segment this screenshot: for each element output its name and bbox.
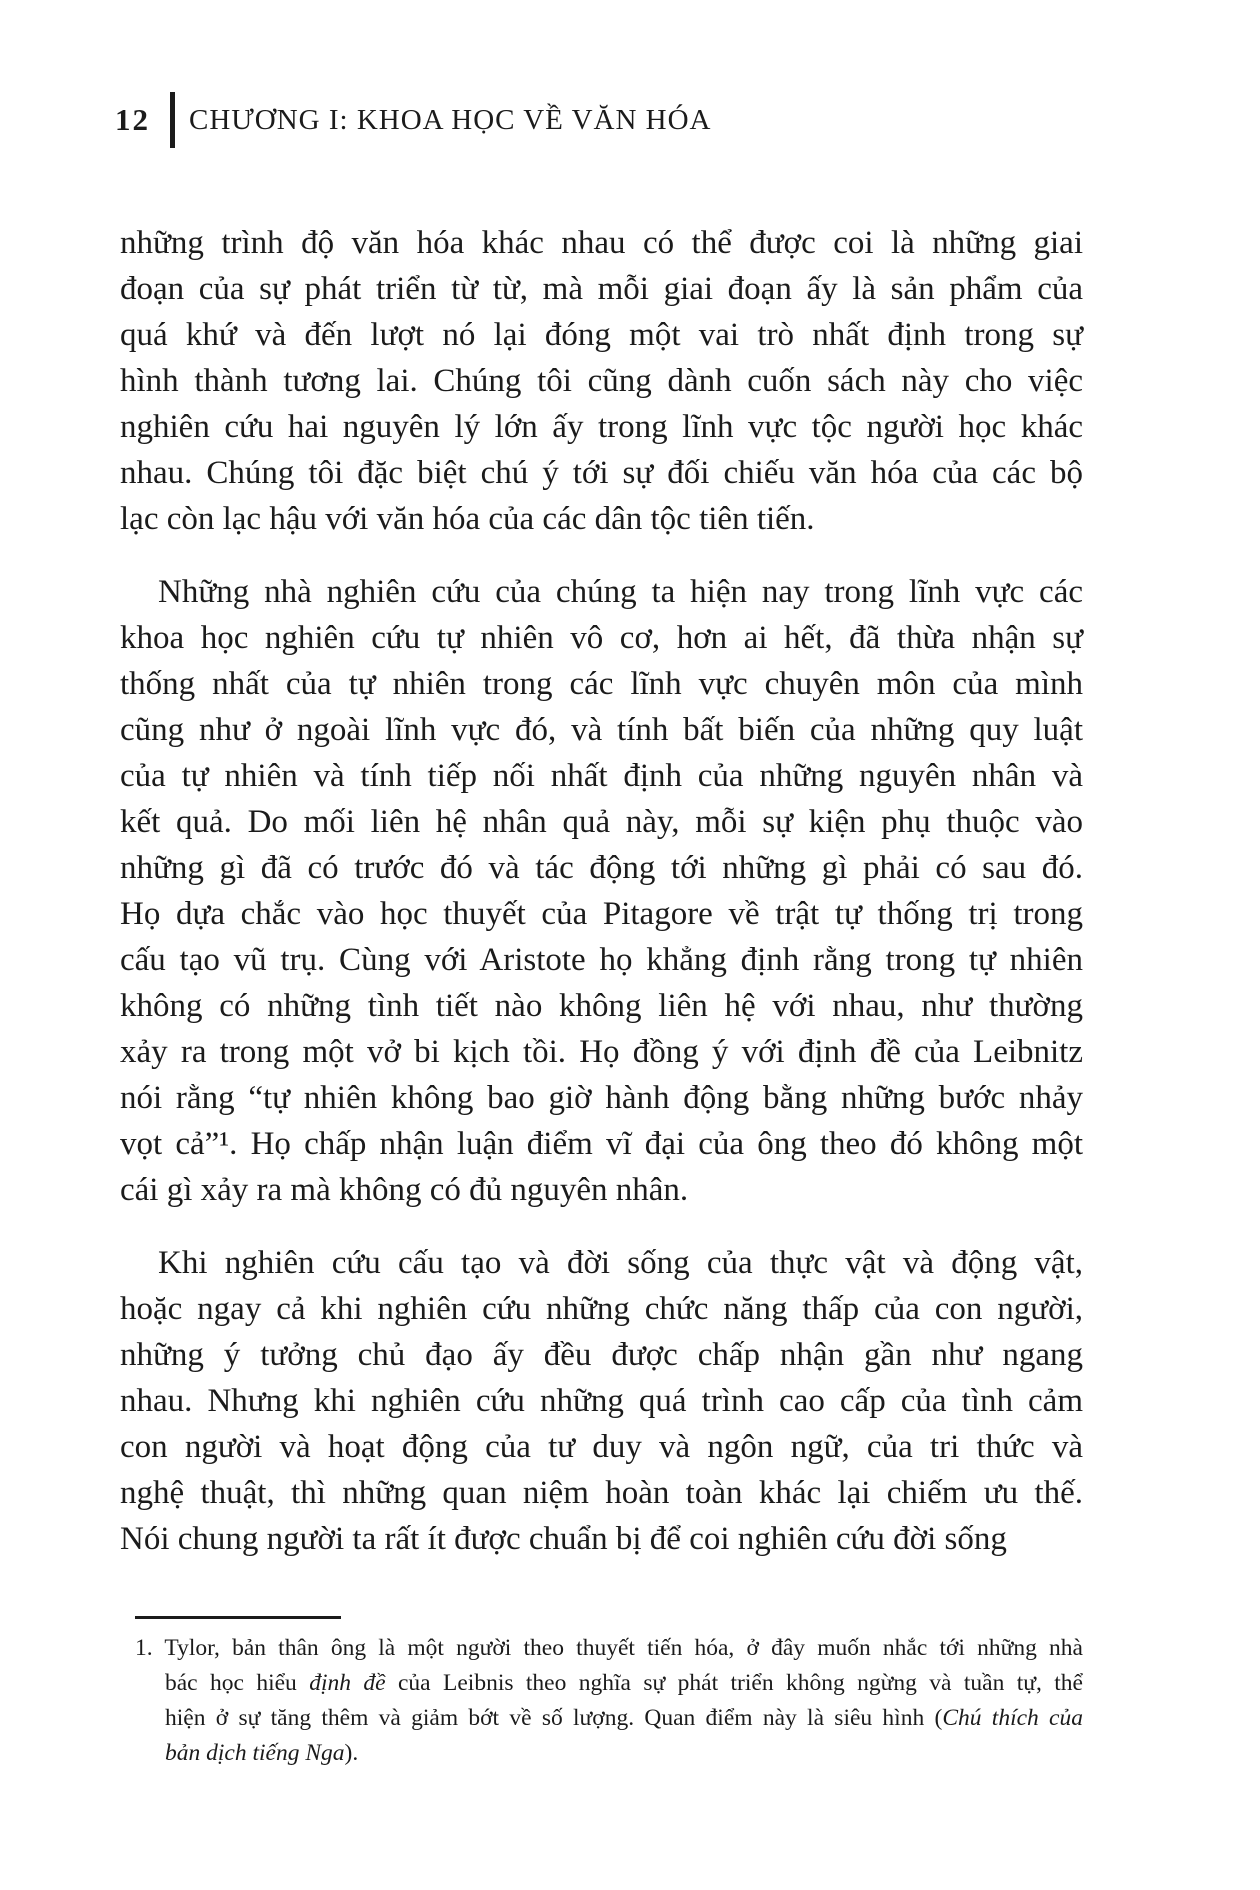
header-divider-bar — [170, 92, 175, 148]
footnote-line — [135, 1631, 1083, 1666]
text-line: kết quả. Do mối liên hệ nhân quả này, mỗi sự kiện phụ thuộc vào — [120, 804, 1083, 840]
footnote-text: bác học hiểu — [165, 1670, 310, 1696]
text-line: nhau. Nhưng khi nghiên cứu những quá trình cao cấp của tình cảm — [120, 1383, 1083, 1419]
footnote-line — [135, 1736, 1083, 1771]
text-line: nghệ thuật, thì những quan niệm hoàn toàn khác lại chiếm ưu thế. — [120, 1475, 1083, 1511]
footnote-italic-text: định đề — [309, 1670, 386, 1696]
footnote-text: ). — [344, 1740, 359, 1766]
paragraph — [120, 220, 1083, 542]
footnote-italic-text: bản dịch tiếng Nga — [165, 1740, 345, 1766]
footnote-section — [135, 1616, 1083, 1771]
chapter-title: CHƯƠNG I: KHOA HỌC VỀ VĂN HÓA — [189, 103, 712, 136]
text-line: khoa học nghiên cứu tự nhiên vô cơ, hơn ai hết, đã thừa nhận sự — [120, 620, 1083, 656]
footnote-text: hiện ở sự tăng thêm và giảm bớt về số lượng. Quan điểm này là siêu hình ( — [165, 1705, 943, 1731]
page-number: 12 — [115, 102, 150, 137]
text-line: hoặc ngay cả khi nghiên cứu những chức năng thấp của con người, — [120, 1291, 1083, 1327]
footnote-italic-text: Chú thích của — [942, 1705, 1083, 1731]
footnote-line — [135, 1701, 1083, 1736]
footnote — [135, 1631, 1083, 1771]
paragraph — [120, 1240, 1083, 1562]
footnote-separator — [135, 1616, 341, 1619]
text-line: Khi nghiên cứu cấu tạo và đời sống của thực vật và động vật, — [158, 1245, 1083, 1281]
text-line: những gì đã có trước đó và tác động tới những gì phải có sau đó. — [120, 850, 1083, 886]
text-line: những ý tưởng chủ đạo ấy đều được chấp nhận gần như ngang — [120, 1337, 1083, 1373]
footnote-text: của Leibnis theo nghĩa sự phát triển không ngừng và tuần tự, thể — [385, 1670, 1083, 1696]
text-line: xảy ra trong một vở bi kịch tồi. Họ đồng ý với định đề của Leibnitz — [120, 1034, 1083, 1070]
text-line: vọt cả”¹. Họ chấp nhận luận điểm vĩ đại của ông theo đó không một — [120, 1126, 1083, 1162]
text-line: quá khứ và đến lượt nó lại đóng một vai trò nhất định trong sự — [120, 317, 1083, 353]
text-line: thống nhất của tự nhiên trong các lĩnh vực chuyên môn của mình — [120, 666, 1083, 702]
text-line: con người và hoạt động của tư duy và ngôn ngữ, của tri thức và — [120, 1429, 1083, 1465]
text-line: những trình độ văn hóa khác nhau có thể được coi là những giai — [120, 225, 1083, 261]
paragraph — [120, 569, 1083, 1213]
text-line: cái gì xảy ra mà không có đủ nguyên nhân. — [120, 1172, 689, 1208]
text-line: Những nhà nghiên cứu của chúng ta hiện nay trong lĩnh vực các — [158, 574, 1083, 610]
text-line: cấu tạo vũ trụ. Cùng với Aristote họ khẳng định rằng trong tự nhiên — [120, 942, 1083, 978]
footnote-line — [135, 1666, 1083, 1701]
text-line: không có những tình tiết nào không liên hệ với nhau, như thường — [120, 988, 1083, 1024]
text-line: Nói chung người ta rất ít được chuẩn bị để coi nghiên cứu đời sống — [120, 1521, 1007, 1557]
text-line: nói rằng “tự nhiên không bao giờ hành động bằng những bước nhảy — [120, 1080, 1083, 1116]
text-line: Họ dựa chắc vào học thuyết của Pitagore về trật tự thống trị trong — [120, 896, 1083, 932]
text-line: đoạn của sự phát triển từ từ, mà mỗi giai đoạn ấy là sản phẩm của — [120, 271, 1083, 307]
text-line: nghiên cứu hai nguyên lý lớn ấy trong lĩnh vực tộc người học khác — [120, 409, 1083, 445]
footnote-text: 1. Tylor, bản thân ông là một người theo thuyết tiến hóa, ở đây muốn nhắc tới những nhà — [135, 1635, 1083, 1661]
text-line: hình thành tương lai. Chúng tôi cũng dành cuốn sách này cho việc — [120, 363, 1083, 399]
page-header — [115, 92, 712, 148]
text-line: nhau. Chúng tôi đặc biệt chú ý tới sự đối chiếu văn hóa của các bộ — [120, 455, 1083, 491]
page-body — [120, 220, 1083, 1562]
text-line: lạc còn lạc hậu với văn hóa của các dân tộc tiên tiến. — [120, 501, 815, 537]
text-line: cũng như ở ngoài lĩnh vực đó, và tính bất biến của những quy luật — [120, 712, 1083, 748]
text-line: của tự nhiên và tính tiếp nối nhất định của những nguyên nhân và — [120, 758, 1083, 794]
